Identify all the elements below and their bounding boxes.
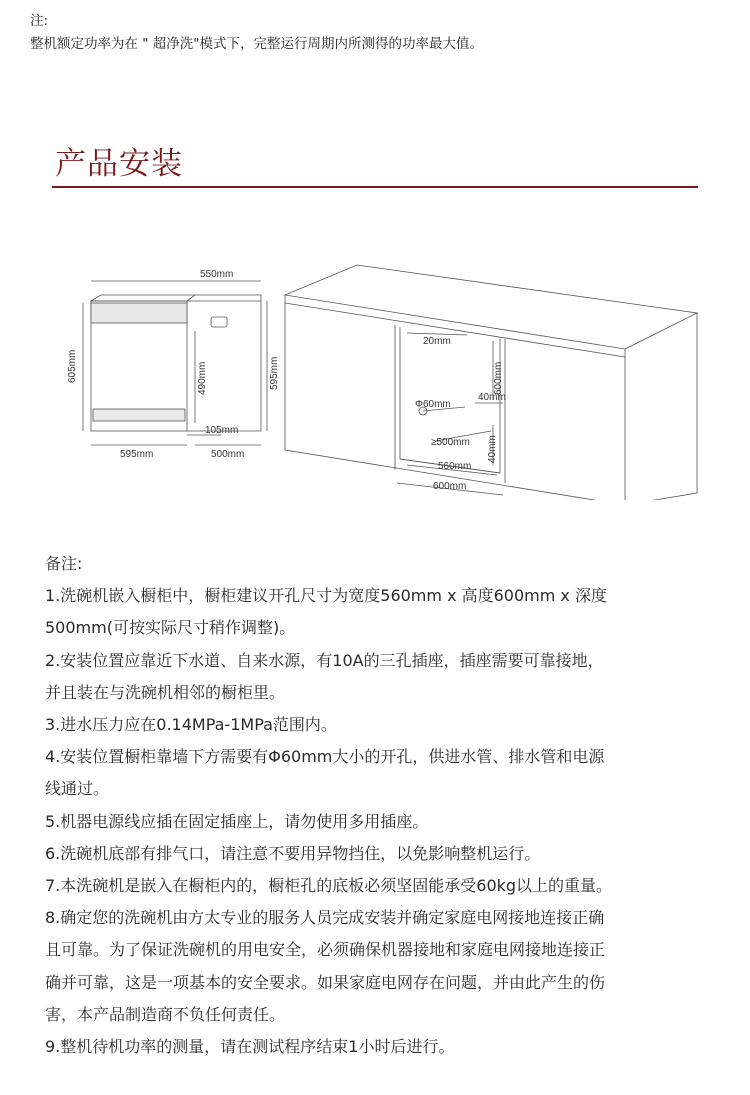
note-line: 且可靠。为了保证洗碗机的用电安全，必须确保机器接地和家庭电网接地连接正 <box>45 940 606 960</box>
section-divider <box>52 186 698 188</box>
note-line: 并且装在与洗碗机相邻的橱柜里。 <box>45 682 286 702</box>
dim-height-490: 490mm <box>197 361 208 395</box>
note-line: 9.整机待机功率的测量，请在测试程序结束1小时后进行。 <box>45 1037 455 1057</box>
dim-depth-min-500: ≥500mm <box>431 437 470 448</box>
note-line: 8.确定您的洗碗机由方太专业的服务人员完成安装并确定家庭电网接地连接正确 <box>45 908 605 928</box>
note-line: 5.机器电源线应插在固定插座上，请勿使用多用插座。 <box>45 811 429 831</box>
dim-width-595: 595mm <box>120 449 154 460</box>
dim-depth-500: 500mm <box>211 449 245 460</box>
dim-width-560: 560mm <box>438 461 472 472</box>
dim-gap-20: 20mm <box>423 336 451 347</box>
notes-section <box>45 548 735 1063</box>
dim-height-595: 595mm <box>269 356 280 390</box>
section-title: 产品安装 <box>55 146 183 182</box>
dim-hole-phi60: Φ60mm <box>415 399 451 410</box>
dim-height-600: 600mm <box>493 361 504 395</box>
top-note-text: 整机额定功率为在 " 超净洗"模式下，完整运行周期内所测得的功率最大值。 <box>30 36 484 52</box>
dim-height-40: 40mm <box>487 435 498 463</box>
cabinet-drawing <box>285 265 697 500</box>
note-line: 6.洗碗机底部有排气口，请注意不要用异物挡住，以免影响整机运行。 <box>45 843 541 863</box>
note-line: 500mm(可按实际尺寸稍作调整)。 <box>45 618 296 638</box>
note-line: 1.洗碗机嵌入橱柜中，橱柜建议开孔尺寸为宽度560mm x 高度600mm x 深度 <box>45 586 607 606</box>
note-line: 确并可靠，这是一项基本的安全要求。如果家庭电网存在问题，并由此产生的伤 <box>45 972 606 992</box>
dim-height-605: 605mm <box>67 349 78 383</box>
dim-width-600: 600mm <box>433 481 467 492</box>
notes-heading: 备注: <box>45 554 83 573</box>
note-line: 7.本洗碗机是嵌入在橱柜内的，橱柜孔的底板必须坚固能承受60kg以上的重量。 <box>45 876 613 896</box>
dishwasher-drawing <box>91 295 261 431</box>
dim-depth-105: 105mm <box>205 425 239 436</box>
installation-diagram <box>45 255 705 500</box>
dimension-labels <box>67 269 506 492</box>
dim-width-550: 550mm <box>200 269 234 280</box>
dim-offset-40: 40mm <box>478 392 506 403</box>
note-line: 4.安装位置橱柜靠墙下方需要有Φ60mm大小的开孔，供进水管、排水管和电源 <box>45 747 605 767</box>
note-line: 害，本产品制造商不负任何责任。 <box>45 1004 286 1024</box>
note-line: 2.安装位置应靠近下水道、自来水源，有10A的三孔插座，插座需要可靠接地， <box>45 650 604 670</box>
top-note-label: 注: <box>30 13 49 29</box>
note-line: 3.进水压力应在0.14MPa-1MPa范围内。 <box>45 715 337 735</box>
top-note <box>30 10 483 56</box>
note-line: 线通过。 <box>45 779 110 799</box>
